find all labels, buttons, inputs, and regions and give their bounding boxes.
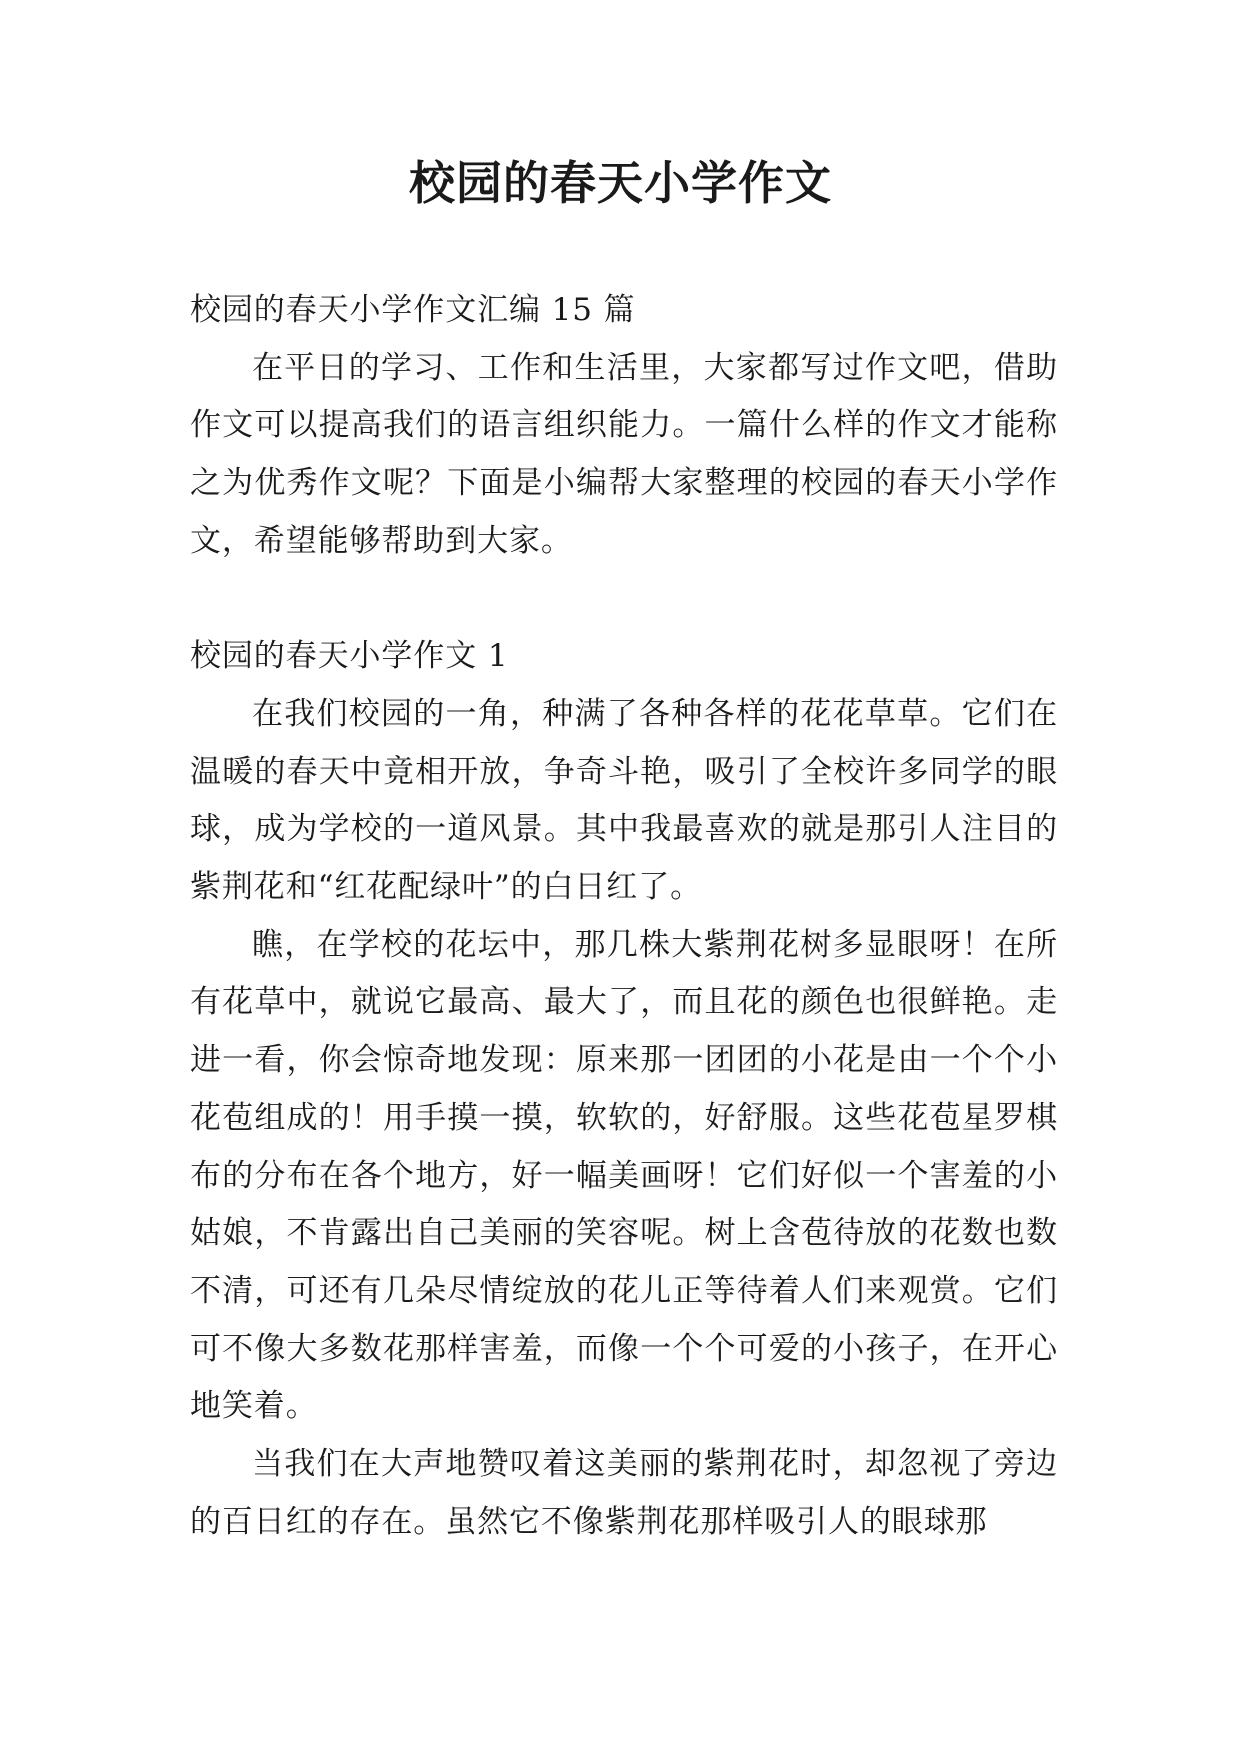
intro-paragraph: 在平日的学习、工作和生活里，大家都写过作文吧，借助作文可以提高我们的语言组织能力。一篇什么样的作文才能称之为优秀作文呢？下面是小编帮大家整理的校园的春天小学作文，希望能够帮助到大家。 (190, 349, 1058, 559)
essay-paragraph: 当我们在大声地赞叹着这美丽的紫荆花时，却忽视了旁边的百日红的存在。虽然它不像紫荆花那样吸引人的眼球那 (190, 1446, 1058, 1540)
document-title: 校园的春天小学作文 (409, 156, 832, 210)
essay-heading: 校园的春天小学作文 1 (190, 638, 509, 675)
essay-paragraph: 在我们校园的一角，种满了各种各样的花花草草。它们在温暖的春天中竟相开放，争奇斗艳，吸引了全校许多同学的眼球，成为学校的一道风景。其中我最喜欢的就是那引人注目的紫荆花和“红花配绿叶”的白日红了。 (190, 695, 1058, 906)
section-spacer (190, 571, 1058, 629)
document-body (190, 282, 1058, 1551)
collection-subtitle: 校园的春天小学作文汇编 15 篇 (190, 292, 636, 328)
essay-paragraph: 瞧，在学校的花坛中，那几株大紫荆花树多显眼呀！在所有花草中，就说它最高、最大了，而且花的颜色也很鲜艳。走进一看，你会惊奇地发现：原来那一团团的小花是由一个个小花苞组成的！用手摸一摸，软软的，好舒服。这些花苞星罗棋布的分布在各个地方，好一幅美画呀！它们好似一个害羞的小姑娘，不肯露出自己美丽的笑容呢。树上含苞待放的花数也数不清，可还有几朵尽情绽放的花儿正等待着人们来观赏。它们可不像大多数花那样害羞，而像一个个可爱的小孩子，在开心地笑着。 (190, 926, 1058, 1425)
